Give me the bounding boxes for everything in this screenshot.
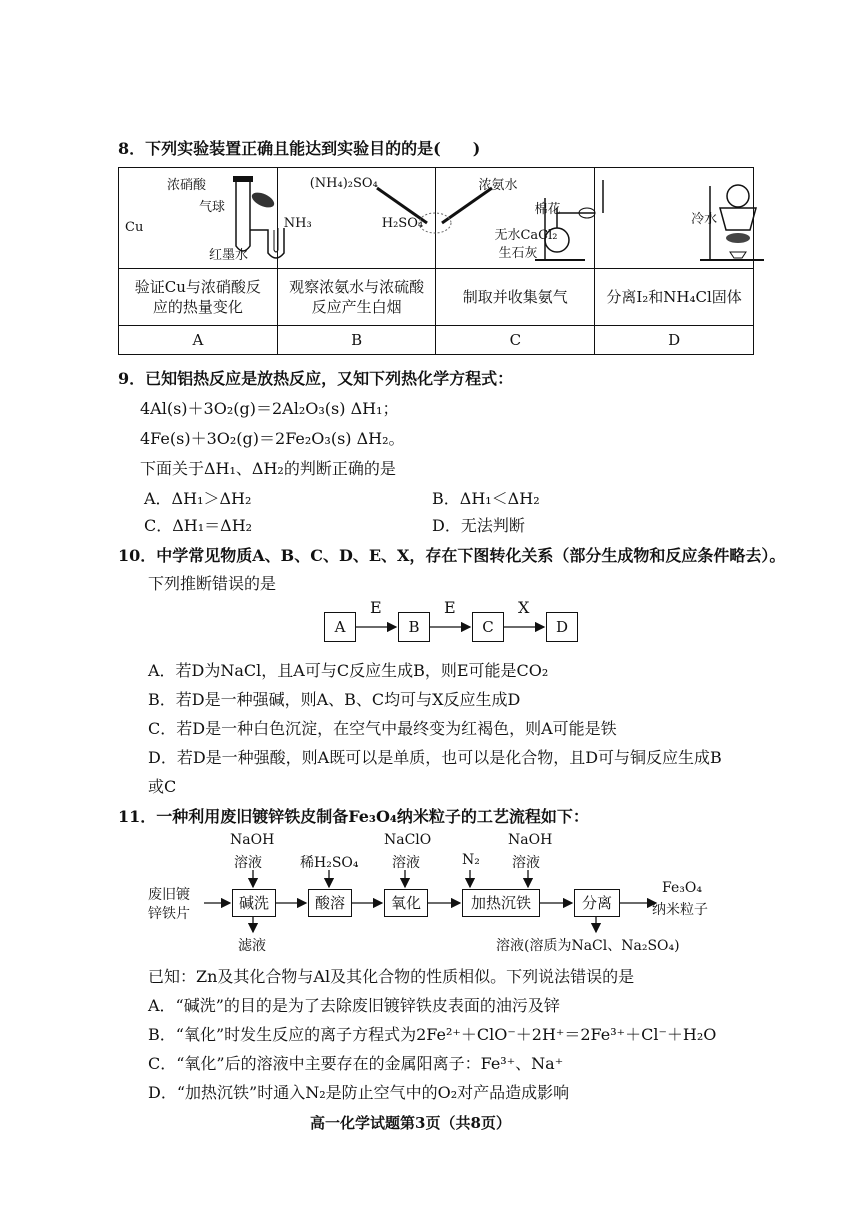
q10-option-a: A．若D为NaCl，且A可与C反应生成B，则E可能是CO₂ [148,661,549,680]
label-cotton: 棉花 [534,202,561,217]
q9-question: 下面关于ΔH₁、ΔH₂的判断正确的是 [140,459,396,478]
q9-equation-1: 4Al(s)＋3O₂(g)＝2Al₂O₃(s) ΔH₁； [140,399,399,418]
label-anhydrous-cacl2: 无水CaCl₂ [494,228,558,243]
q9-stem: 9．已知铝热反应是放热反应，又知下列热化学方程式： [118,369,514,388]
q10-box-d: D [546,612,578,642]
q9-option-a: A．ΔH₁＞ΔH₂ [144,489,252,508]
q11-reagent-5a: NaOH [508,832,553,848]
q10-question: 下列推断错误的是 [148,574,277,593]
desc-a-line2: 应的热量变化 [152,298,243,316]
q11-input-line2: 锌铁片 [148,906,190,922]
q11-step-heat-precipitate: 加热沉铁 [462,889,540,917]
q11-step-acid-dissolve: 酸溶 [308,889,352,917]
desc-b-line1: 观察浓氨水与浓硫酸 [289,278,425,296]
label-conc-nitric-acid: 浓硝酸 [167,178,207,193]
q11-reagent-1a: NaOH [230,832,275,848]
q11-option-c: C．“氧化”后的溶液中主要存在的金属阳离子：Fe³⁺、Na⁺ [148,1054,564,1073]
option-a-label: A [119,326,278,355]
q9-equation-2: 4Fe(s)＋3O₂(g)＝2Fe₂O₃(s) ΔH₂。 [140,429,405,448]
q11-reagent-1b: 溶液 [234,855,262,871]
q11-known: 已知：Zn及其化合物与Al及其化合物的性质相似。下列说法错误的是 [148,967,635,986]
q10-option-b: B．若D是一种强碱，则A、B、C均可与X反应生成D [148,690,521,709]
label-ammonium-sulfate: (NH₄)₂SO₄ [309,176,378,191]
q11-reagent-5b: 溶液 [512,855,540,871]
q9-option-b: B．ΔH₁＜ΔH₂ [432,489,540,508]
q11-option-d: D．“加热沉铁”时通入N₂是防止空气中的O₂对产品造成影响 [148,1083,570,1102]
q11-option-a: A．“碱洗”的目的是为了去除废旧镀锌铁皮表面的油污及锌 [148,996,560,1015]
page-footer: 高一化学试题第3页（共8页） [310,1114,511,1132]
q11-reagent-3a: NaClO [384,832,432,848]
q10-arrow-label-1: E [370,598,382,617]
q10-box-b: B [398,612,430,642]
label-cold-water: 冷水 [691,212,718,227]
q11-step-alkali-wash: 碱洗 [232,889,276,917]
desc-d-line1: 分离I₂和NH₄Cl固体 [606,288,742,306]
q10-option-c: C．若D是一种白色沉淀，在空气中最终变为红褐色，则A可能是铁 [148,719,617,738]
q8-stem: 8．下列实验装置正确且能达到实验目的的是( ) [118,139,481,158]
q10-box-c: C [472,612,504,642]
option-b-label: B [277,326,436,355]
label-quicklime: 生石灰 [498,246,538,261]
label-balloon: 气球 [199,200,226,215]
label-conc-ammonia: 浓氨水 [478,178,518,193]
q11-input-line1: 废旧镀 [148,887,190,903]
q11-reagent-3b: 溶液 [392,855,420,871]
q10-option-d-line2: 或C [148,777,177,796]
q10-stem: 10．中学常见物质A、B、C、D、E、X，存在下图转化关系（部分生成物和反应条件略去）。 [118,546,786,565]
q9-option-c: C．ΔH₁＝ΔH₂ [144,516,253,535]
q10-arrow-label-3: X [518,598,530,617]
q11-reagent-2: 稀H₂SO₄ [300,855,359,871]
q10-option-d-line1: D．若D是一种强酸，则A既可以是单质，也可以是化合物，且D可与铜反应生成B [148,748,722,767]
q11-option-b: B．“氧化”时发生反应的离子方程式为2Fe²⁺＋ClO⁻＋2H⁺＝2Fe³⁺＋Cl⁻＋H₂O [148,1025,717,1044]
desc-c-line1: 制取并收集氨气 [462,288,568,306]
label-nh3: NH₃ [283,216,312,231]
q11-waste-1: 滤液 [238,938,266,954]
label-red-ink: 红墨水 [209,248,249,263]
q9-option-d: D．无法判断 [432,516,525,535]
option-c-label: C [436,326,595,355]
q11-step-separate: 分离 [574,889,620,917]
q11-product-line1: Fe₃O₄ [662,880,702,896]
label-h2so4: H₂SO₄ [381,216,424,231]
q11-waste-2: 溶液(溶质为NaCl、Na₂SO₄) [496,938,680,954]
q10-arrow-label-2: E [444,598,456,617]
desc-a-line1: 验证Cu与浓硝酸反 [134,278,261,296]
q10-box-a: A [324,612,356,642]
q11-step-oxidize: 氧化 [384,889,428,917]
q11-stem: 11．一种利用废旧镀锌铁皮制备Fe₃O₄纳米粒子的工艺流程如下： [118,807,589,826]
label-cu: Cu [125,220,144,235]
desc-b-line2: 反应产生白烟 [311,298,402,316]
option-d-label: D [595,326,754,355]
q11-reagent-4: N₂ [462,852,480,868]
q11-product-line2: 纳米粒子 [652,902,708,918]
